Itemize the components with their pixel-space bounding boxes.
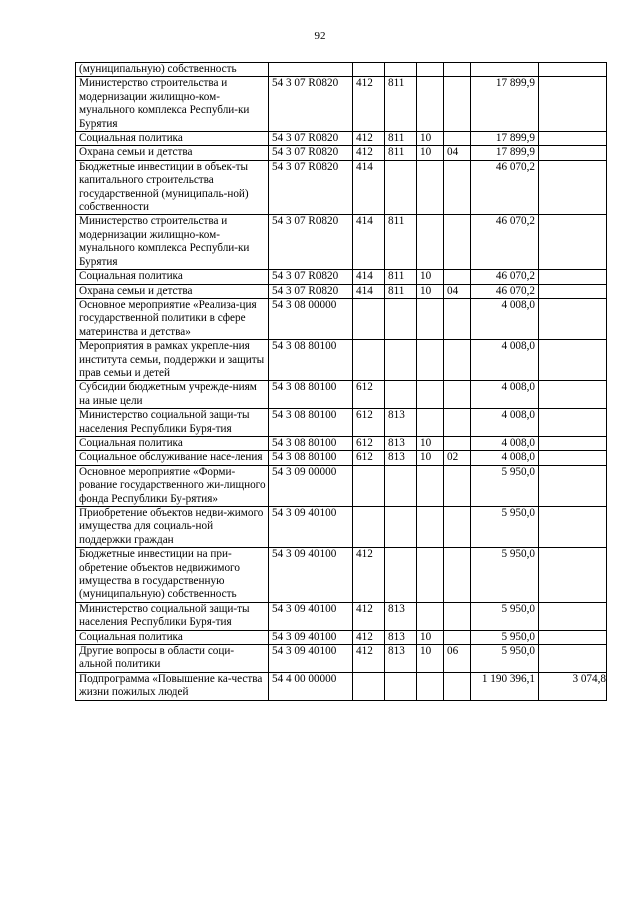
row-expense-type-cell: 412 [353, 146, 385, 160]
row-amount-extra-cell [539, 270, 607, 284]
row-target-article-cell: 54 3 09 40100 [269, 645, 353, 673]
table-row [76, 132, 607, 146]
row-subsection-cell [444, 436, 471, 450]
row-expense-type-cell: 612 [353, 409, 385, 437]
row-amount-cell: 4 008,0 [471, 298, 539, 339]
row-subsection-cell [444, 507, 471, 548]
row-expense-type-cell: 414 [353, 215, 385, 270]
row-department-code-cell [385, 160, 417, 215]
row-section-cell [417, 381, 444, 409]
row-target-article-cell: 54 4 00 00000 [269, 672, 353, 700]
table-row [76, 77, 607, 132]
row-department-code-cell [385, 465, 417, 506]
row-department-code-cell: 811 [385, 77, 417, 132]
row-department-code-cell [385, 548, 417, 603]
row-amount-cell: 5 950,0 [471, 602, 539, 630]
row-section-cell [417, 465, 444, 506]
row-expense-type-cell: 414 [353, 160, 385, 215]
row-section-cell: 10 [417, 630, 444, 644]
row-amount-extra-cell [539, 146, 607, 160]
row-amount-cell: 4 008,0 [471, 381, 539, 409]
row-target-article-cell: 54 3 07 R0820 [269, 132, 353, 146]
row-target-article-cell: 54 3 08 80100 [269, 381, 353, 409]
table-row [76, 451, 607, 465]
row-section-cell: 10 [417, 132, 444, 146]
row-name-cell: Охрана семьи и детства [76, 284, 269, 298]
row-department-code-cell: 811 [385, 284, 417, 298]
row-amount-cell: 5 950,0 [471, 465, 539, 506]
row-target-article-cell: 54 3 09 40100 [269, 507, 353, 548]
table-row [76, 672, 607, 700]
row-section-cell [417, 77, 444, 132]
table-row [76, 381, 607, 409]
table-row [76, 284, 607, 298]
row-amount-cell: 46 070,2 [471, 270, 539, 284]
table-row [76, 160, 607, 215]
row-amount-cell: 5 950,0 [471, 548, 539, 603]
row-name-cell: Министерство социальной защи-ты населения Республики Буря-тия [76, 409, 269, 437]
row-department-code-cell [385, 340, 417, 381]
row-section-cell: 10 [417, 146, 444, 160]
row-expense-type-cell: 412 [353, 77, 385, 132]
row-subsection-cell [444, 602, 471, 630]
row-amount-extra-cell [539, 63, 607, 77]
row-target-article-cell: 54 3 07 R0820 [269, 284, 353, 298]
row-target-article-cell: 54 3 07 R0820 [269, 160, 353, 215]
row-subsection-cell: 04 [444, 146, 471, 160]
row-subsection-cell: 04 [444, 284, 471, 298]
row-amount-cell: 46 070,2 [471, 215, 539, 270]
row-subsection-cell [444, 63, 471, 77]
row-name-cell: Субсидии бюджетным учрежде-ниям на иные цели [76, 381, 269, 409]
row-name-cell: Основное мероприятие «Форми-рование государственного жи-лищного фонда Республики Бу-рятия» [76, 465, 269, 506]
row-name-cell: Министерство социальной защи-ты населения Республики Буря-тия [76, 602, 269, 630]
row-department-code-cell: 811 [385, 270, 417, 284]
table-row [76, 298, 607, 339]
row-target-article-cell [269, 63, 353, 77]
row-expense-type-cell: 612 [353, 436, 385, 450]
row-name-cell: Мероприятия в рамках укрепле-ния института семьи, поддержки и защиты прав семьи и детей [76, 340, 269, 381]
row-amount-extra-cell [539, 507, 607, 548]
row-expense-type-cell [353, 672, 385, 700]
row-amount-extra-cell [539, 381, 607, 409]
row-department-code-cell: 813 [385, 602, 417, 630]
table-row [76, 645, 607, 673]
row-amount-cell: 17 899,9 [471, 132, 539, 146]
row-amount-cell [471, 63, 539, 77]
row-amount-extra-cell [539, 284, 607, 298]
row-expense-type-cell [353, 298, 385, 339]
row-name-cell: Подпрограмма «Повышение ка-чества жизни пожилых людей [76, 672, 269, 700]
row-expense-type-cell [353, 507, 385, 548]
row-amount-extra-cell [539, 465, 607, 506]
table-row [76, 465, 607, 506]
row-amount-cell: 46 070,2 [471, 284, 539, 298]
row-expense-type-cell [353, 340, 385, 381]
row-amount-extra-cell [539, 645, 607, 673]
row-target-article-cell: 54 3 07 R0820 [269, 215, 353, 270]
row-department-code-cell: 811 [385, 146, 417, 160]
row-section-cell: 10 [417, 645, 444, 673]
row-amount-cell: 17 899,9 [471, 77, 539, 132]
row-amount-cell: 5 950,0 [471, 645, 539, 673]
budget-table [75, 62, 607, 701]
row-expense-type-cell: 612 [353, 381, 385, 409]
row-department-code-cell: 811 [385, 215, 417, 270]
row-subsection-cell [444, 340, 471, 381]
row-target-article-cell: 54 3 07 R0820 [269, 77, 353, 132]
row-subsection-cell: 02 [444, 451, 471, 465]
row-section-cell [417, 298, 444, 339]
row-expense-type-cell: 412 [353, 602, 385, 630]
row-name-cell: Охрана семьи и детства [76, 146, 269, 160]
row-amount-extra-cell [539, 630, 607, 644]
row-subsection-cell: 06 [444, 645, 471, 673]
row-amount-extra-cell [539, 548, 607, 603]
row-name-cell: Приобретение объектов недви-жимого имущества для социаль-ной поддержки граждан [76, 507, 269, 548]
row-name-cell: Министерство строительства и модернизации жилищно-ком-мунального комплекса Республи-ки Бурятия [76, 215, 269, 270]
row-expense-type-cell: 412 [353, 630, 385, 644]
table-row [76, 548, 607, 603]
row-amount-extra-cell [539, 451, 607, 465]
row-target-article-cell: 54 3 09 00000 [269, 465, 353, 506]
row-section-cell: 10 [417, 284, 444, 298]
row-expense-type-cell: 412 [353, 132, 385, 146]
row-section-cell [417, 340, 444, 381]
row-subsection-cell [444, 132, 471, 146]
table-row [76, 507, 607, 548]
table-row [76, 146, 607, 160]
row-subsection-cell [444, 270, 471, 284]
table-row [76, 63, 607, 77]
row-expense-type-cell: 612 [353, 451, 385, 465]
row-subsection-cell [444, 77, 471, 132]
row-target-article-cell: 54 3 08 00000 [269, 298, 353, 339]
row-name-cell: Другие вопросы в области соци-альной политики [76, 645, 269, 673]
row-name-cell: Социальное обслуживание насе-ления [76, 451, 269, 465]
row-target-article-cell: 54 3 07 R0820 [269, 270, 353, 284]
row-subsection-cell [444, 298, 471, 339]
row-expense-type-cell [353, 63, 385, 77]
row-subsection-cell [444, 409, 471, 437]
row-department-code-cell: 813 [385, 645, 417, 673]
row-amount-extra-cell [539, 340, 607, 381]
row-amount-extra-cell [539, 77, 607, 132]
row-target-article-cell: 54 3 08 80100 [269, 409, 353, 437]
row-amount-cell: 4 008,0 [471, 451, 539, 465]
row-expense-type-cell [353, 465, 385, 506]
row-name-cell: Министерство строительства и модернизации жилищно-ком-мунального комплекса Республи-ки Бурятия [76, 77, 269, 132]
row-section-cell [417, 160, 444, 215]
row-name-cell: Социальная политика [76, 436, 269, 450]
row-target-article-cell: 54 3 07 R0820 [269, 146, 353, 160]
row-expense-type-cell: 414 [353, 284, 385, 298]
row-section-cell: 10 [417, 451, 444, 465]
row-subsection-cell [444, 215, 471, 270]
table-row [76, 602, 607, 630]
row-name-cell: Социальная политика [76, 630, 269, 644]
row-target-article-cell: 54 3 09 40100 [269, 602, 353, 630]
row-amount-cell: 5 950,0 [471, 630, 539, 644]
row-section-cell [417, 602, 444, 630]
row-amount-extra-cell: 3 074,8 [539, 672, 607, 700]
row-amount-extra-cell [539, 132, 607, 146]
row-department-code-cell: 813 [385, 409, 417, 437]
row-section-cell [417, 507, 444, 548]
row-target-article-cell: 54 3 08 80100 [269, 436, 353, 450]
row-department-code-cell [385, 298, 417, 339]
table-row [76, 270, 607, 284]
row-expense-type-cell: 414 [353, 270, 385, 284]
row-department-code-cell: 813 [385, 436, 417, 450]
row-subsection-cell [444, 465, 471, 506]
row-section-cell [417, 548, 444, 603]
row-amount-extra-cell [539, 298, 607, 339]
row-department-code-cell [385, 507, 417, 548]
row-amount-extra-cell [539, 602, 607, 630]
row-subsection-cell [444, 548, 471, 603]
row-department-code-cell [385, 381, 417, 409]
row-subsection-cell [444, 672, 471, 700]
row-name-cell: Бюджетные инвестиции в объек-ты капитального строительства государственной (муниципаль-ной) собственности [76, 160, 269, 215]
row-amount-extra-cell [539, 409, 607, 437]
row-expense-type-cell: 412 [353, 548, 385, 603]
row-amount-cell: 4 008,0 [471, 436, 539, 450]
row-department-code-cell: 811 [385, 132, 417, 146]
page-number: 92 [314, 30, 326, 42]
row-amount-cell: 17 899,9 [471, 146, 539, 160]
row-section-cell: 10 [417, 436, 444, 450]
row-name-cell: Бюджетные инвестиции на при-обретение объектов недвижимого имущества в государственную (муниципальную) собственность [76, 548, 269, 603]
row-name-cell: Социальная политика [76, 270, 269, 284]
row-section-cell [417, 672, 444, 700]
row-department-code-cell: 813 [385, 451, 417, 465]
row-department-code-cell: 813 [385, 630, 417, 644]
row-subsection-cell [444, 381, 471, 409]
row-section-cell [417, 63, 444, 77]
row-amount-extra-cell [539, 160, 607, 215]
row-target-article-cell: 54 3 09 40100 [269, 630, 353, 644]
row-amount-cell: 1 190 396,1 [471, 672, 539, 700]
row-name-cell: (муниципальную) собственность [76, 63, 269, 77]
table-row [76, 436, 607, 450]
table-body [76, 63, 607, 701]
table-row [76, 340, 607, 381]
row-section-cell [417, 215, 444, 270]
table-row [76, 215, 607, 270]
row-subsection-cell [444, 630, 471, 644]
row-target-article-cell: 54 3 08 80100 [269, 340, 353, 381]
row-amount-cell: 4 008,0 [471, 409, 539, 437]
row-amount-extra-cell [539, 436, 607, 450]
row-subsection-cell [444, 160, 471, 215]
row-section-cell: 10 [417, 270, 444, 284]
row-section-cell [417, 409, 444, 437]
table-row [76, 409, 607, 437]
table-row [76, 630, 607, 644]
row-name-cell: Социальная политика [76, 132, 269, 146]
row-amount-cell: 5 950,0 [471, 507, 539, 548]
row-amount-extra-cell [539, 215, 607, 270]
row-target-article-cell: 54 3 08 80100 [269, 451, 353, 465]
row-department-code-cell [385, 63, 417, 77]
row-expense-type-cell: 412 [353, 645, 385, 673]
row-amount-cell: 46 070,2 [471, 160, 539, 215]
row-amount-cell: 4 008,0 [471, 340, 539, 381]
row-name-cell: Основное мероприятие «Реализа-ция государственной политики в сфере материнства и детства» [76, 298, 269, 339]
row-target-article-cell: 54 3 09 40100 [269, 548, 353, 603]
row-department-code-cell [385, 672, 417, 700]
